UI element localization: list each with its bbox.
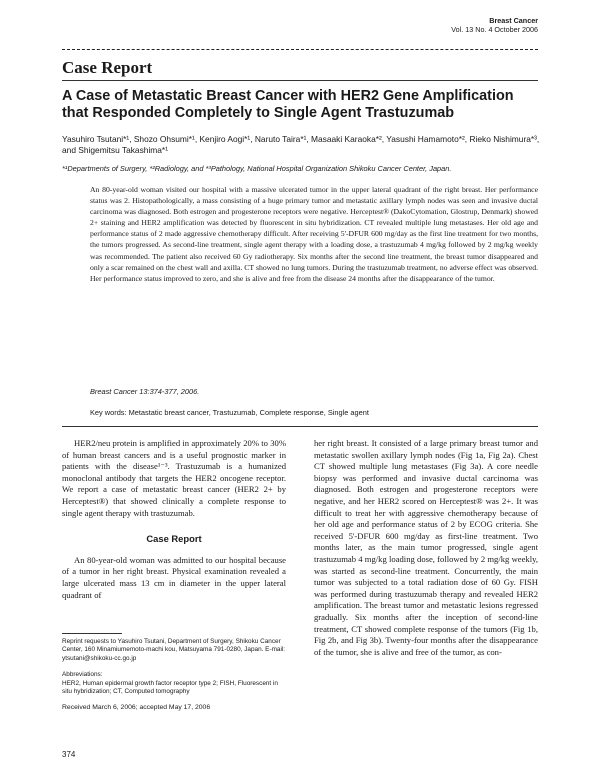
received-date: Received March 6, 2006; accepted May 17, 2006	[62, 704, 211, 712]
section-rule	[62, 80, 538, 81]
affiliation: *¹Departments of Surgery, *²Radiology, and *³Pathology, National Hospital Organization Shikoku Cancer Center, Japan.	[62, 164, 452, 173]
keywords: Key words: Metastatic breast cancer, Trastuzumab, Complete response, Single agent	[90, 408, 369, 417]
footnotes	[62, 638, 286, 713]
abbreviations-text: HER2, Human epidermal growth factor receptor type 2; FISH, Fluorescent in situ hybridization; CT, Computed tomography	[62, 679, 278, 696]
article-title: A Case of Metastatic Breast Cancer with HER2 Gene Amplification that Responded Completely to Single Agent Trastuzumab	[62, 88, 514, 121]
footnote-rule	[62, 633, 122, 634]
author-list: Yasuhiro Tsutani*¹, Shozo Ohsumi*¹, Kenjiro Aogi*¹, Naruto Taira*¹, Masaaki Karaoka*², Yasushi Hamamoto*², Rieko Nishimura*³, and Shigemitsu Takashima*¹	[62, 134, 540, 155]
top-dashed-rule	[62, 49, 538, 50]
intro-paragraph: HER2/neu protein is amplified in approximately 20% to 30% of human breast cancers and is a useful prognostic marker in patients with the disease¹⁻³. Trastuzumab is a humanized monoclonal antibody that targets the HER2 oncogene receptor. We report a case of metastatic breast cancer (HER2 2+ by Herceptest®) that showed clinically a complete response to single agent therapy with trastuzumab.	[62, 438, 286, 518]
right-column	[314, 438, 538, 658]
section-label: Case Report	[62, 58, 153, 77]
abstract: An 80-year-old woman visited our hospital with a massive ulcerated tumor in the upper lateral quadrant of the right breast. Her performance status was 2. Histopathologically, a mass consisting of a huge primary tumor and metastatic axillary lymph nodes was seen and invasive ductal carcinoma was diagnosed. Both estrogen and progesterone receptors were negative. Herceptest® (DakoCytomation, Glostrup, Denmark) showed 2+ staining and HER2 amplification was detected by fluorescent in situ hybridization. CT revealed multiple lung metastases. Her old age and performance status of 2 made aggressive chemotherapy difficult. After receiving 5'-DFUR 600 mg/day as the first line treatment for two months, the tumors progressed. As second-line treatment, single agent therapy with a loading dose, a trastuzumab 4 mg/kg followed by 2 mg/kg weekly was recommended. The patient also received 60 Gy radiotherapy. Six months after the second line treatment, the breast tumor disappeared and only a scar remained on the chest wall and axilla. CT showed no lung tumors. During the trastuzumab treatment, no adverse effect was observed. Her performance status improved to zero, and she is alive and free from the disease 24 months after the disappearance of the tumor.	[90, 185, 538, 283]
right-column-text: her right breast. It consisted of a large primary breast tumor and metastatic swollen axillary lymph nodes (Fig 1a, Fig 2a). Chest CT showed multiple lung metastases (Fig 3a). A core needle biopsy was performed and invasive ductal carcinoma was diagnosed. Both estrogen and progesterone receptors were negative, and her HER2 scored on Herceptest® was 2+. It was difficult to treat her with aggressive chemotherapy because of her old age and performance status of 2 by ECOG criteria. She received 5'-DFUR 600 mg/day as first-line treatment. Two months later, as the main tumor progressed, single agent trastuzumab 4 mg/kg loading dose, followed by 2 mg/kg weekly, was started as second-line treatment. Concurrently, the main tumor was subjected to a total radiation dose of 60 Gy. FISH was performed during trastuzumab therapy and revealed HER2 amplification. The breast tumor and metastatic lesions regressed gradually. Six months after the inception of second-line treatment, CT showed complete response of the tumors (Fig 1b, Fig 2b, and Fig 3b). Twenty-four months after the disappearance of the tumor, she is alive and free of the tumor, as con-	[314, 438, 538, 657]
journal-name: Breast Cancer	[489, 16, 538, 25]
reprint-note: Reprint requests to Yasuhiro Tsutani, Department of Surgery, Shikoku Cancer Center, 160 Minamiumemoto-machi kou, Matsuyama 791-0280, Japan. E-mail: ytsutani@shikoku-cc.go.jp	[62, 638, 286, 662]
case-paragraph: An 80-year-old woman was admitted to our hospital because of a tumor in her right breast. Physical examination revealed a large ulcerated mass 13 cm in diameter in the upper lateral quadrant of	[62, 554, 286, 600]
page-number: 374	[62, 750, 76, 759]
journal-volume: Vol. 13 No. 4 October 2006	[451, 25, 538, 34]
citation: Breast Cancer 13:374-377, 2006.	[90, 387, 200, 396]
abbreviations-title: Abbreviations:	[62, 671, 103, 679]
left-column	[62, 438, 286, 601]
keywords-rule	[62, 426, 538, 427]
journal-header	[451, 16, 538, 34]
case-report-heading: Case Report	[146, 533, 202, 545]
